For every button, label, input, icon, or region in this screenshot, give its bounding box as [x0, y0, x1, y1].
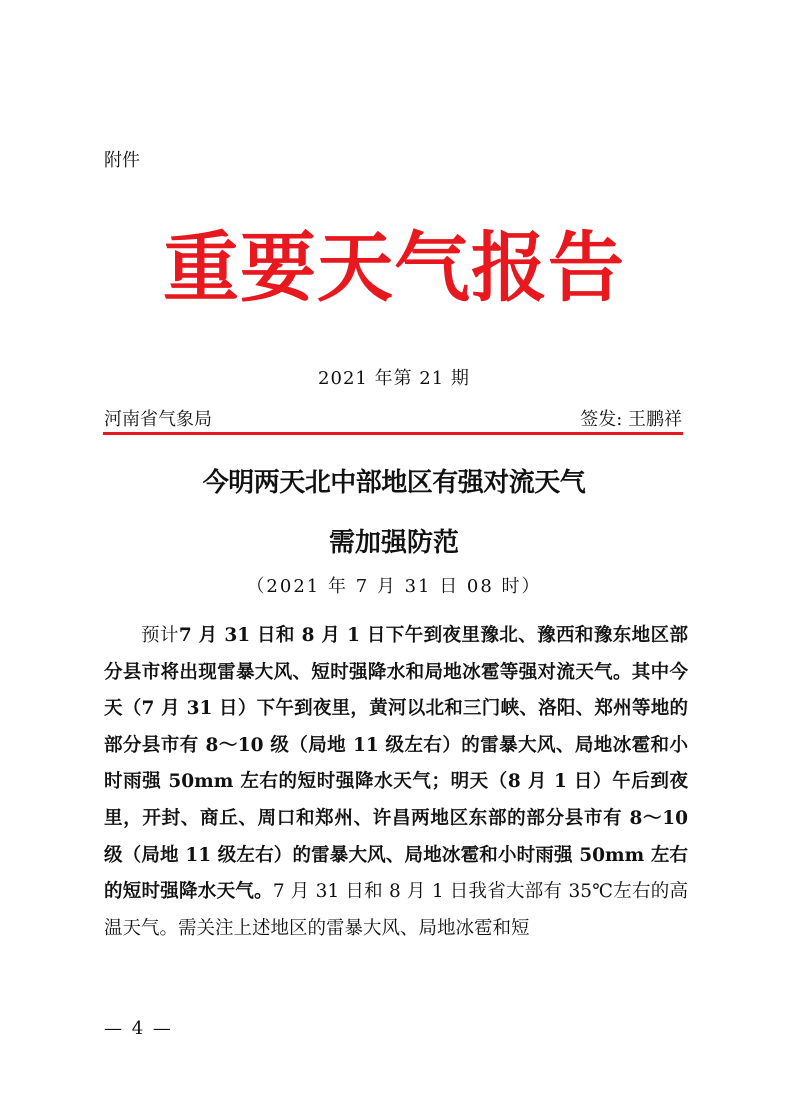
header-divider	[103, 432, 683, 435]
issuer: 河南省气象局	[104, 409, 212, 430]
body-lead: 预计	[141, 625, 179, 646]
report-title: 重要天气报告	[163, 223, 625, 312]
body-paragraph	[104, 618, 688, 947]
body-normal-text: 7 月 31 日和 8 月 1 日我省大部有 35℃左右的高温天气。需关注上述地区的雷暴大风、局地冰雹和短	[104, 881, 688, 939]
headline-line-1: 今明两天北中部地区有强对流天气	[202, 468, 586, 498]
page-number: — 4 —	[104, 1018, 173, 1039]
headline-line-2: 需加强防范	[328, 528, 459, 558]
attachment-label: 附件	[104, 150, 140, 171]
body-bold-text: 7 月 31 日和 8 月 1 日下午到夜里豫北、豫西和豫东地区部分县市将出现雷暴大风、短时强降水和局地冰雹等强对流天气。其中今天（7 月 31 日）下午到夜里，黄河以北和三门峡、洛阳、郑州等地的部分县市有 8～10 级（局地 11 级左右）的雷暴大风、局地冰雹和小时雨强 50mm 左右的短时强降水天气；明天（8 月 1 日）午后到夜里，开封、商丘、周口和郑州、许昌两地区东部的部分县市有 8～10 级（局地 11 级左右）的雷暴大风、局地冰雹和小时雨强 50mm 左右的短时强降水天气。	[104, 625, 688, 903]
issue-number: 2021 年第 21 期	[318, 368, 470, 389]
signer: 签发: 王鹏祥	[580, 409, 682, 430]
headline-datetime: （2021 年 7 月 31 日 08 时）	[246, 576, 542, 597]
